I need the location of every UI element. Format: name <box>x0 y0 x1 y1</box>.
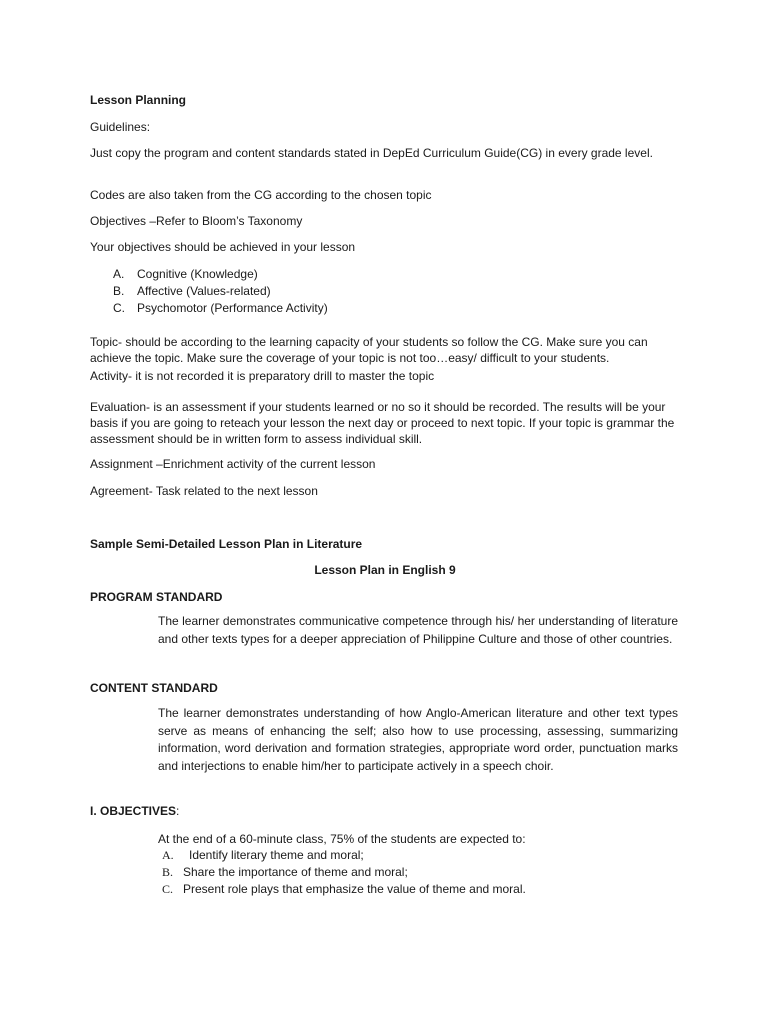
objectives-list <box>162 847 662 898</box>
list-item: B. Share the importance of theme and moral; <box>162 865 408 879</box>
list-item: A. Cognitive (Knowledge) <box>113 267 258 281</box>
list-item: C. Present role plays that emphasize the value of theme and moral. <box>162 882 526 896</box>
topic-paragraph: Topic- should be according to the learning capacity of your students so follow the CG. Make sure you can achieve the topic. Make sure the coverage of your topic is not too…easy/ difficult to your students. <box>90 335 648 365</box>
program-standard-text: The learner demonstrates communicative competence through his/ her understanding of literature and other texts types for a deeper appreciation of Philippine Culture and those of other countries. <box>158 614 678 646</box>
sample-heading: Sample Semi-Detailed Lesson Plan in Literature <box>90 537 363 551</box>
list-item: A. Identify literary theme and moral; <box>162 848 364 862</box>
program-standard-heading: PROGRAM STANDARD <box>90 590 223 604</box>
evaluation-paragraph: Evaluation- is an assessment if your students learned or no so it should be recorded. The results will be your basis if you are going to reteach your lesson the next day or proceed to next topic. If your topic is grammar the assessment should be in written form to assess individual skill. <box>90 400 675 446</box>
agreement-paragraph: Agreement- Task related to the next lesson <box>90 484 318 498</box>
doc-title: Lesson Planning <box>90 93 187 107</box>
objectives-intro: At the end of a 60-minute class, 75% of the students are expected to: <box>158 832 526 846</box>
domains-list <box>113 266 673 317</box>
content-standard-heading: CONTENT STANDARD <box>90 681 218 695</box>
content-standard-text: The learner demonstrates understanding of how Anglo-American literature and other text types serve as means of enhancing the self; also how to use processing, assessing, summarizing information, word derivation and formation strategies, appropriate word order, punctuation marks and interjections to enable him/her to participate actively in a speech choir. <box>158 706 678 773</box>
lesson-plan-title: Lesson Plan in English 9 <box>314 563 456 577</box>
objectives-heading: I. OBJECTIVES: <box>90 804 180 818</box>
activity-paragraph: Activity- it is not recorded it is preparatory drill to master the topic <box>90 369 435 383</box>
guideline-paragraph-objectives: Objectives –Refer to Bloom’s Taxonomy <box>90 214 303 228</box>
guidelines-label: Guidelines: <box>90 120 151 134</box>
list-item: C. Psychomotor (Performance Activity) <box>113 301 328 315</box>
guideline-paragraph-cg: Just copy the program and content standards stated in DepEd Curriculum Guide(CG) in every grade level. <box>90 146 653 160</box>
guideline-paragraph-achieve: Your objectives should be achieved in your lesson <box>90 240 356 254</box>
assignment-paragraph: Assignment –Enrichment activity of the current lesson <box>90 457 376 471</box>
guideline-paragraph-codes: Codes are also taken from the CG according to the chosen topic <box>90 188 432 202</box>
list-item: B. Affective (Values-related) <box>113 284 271 298</box>
